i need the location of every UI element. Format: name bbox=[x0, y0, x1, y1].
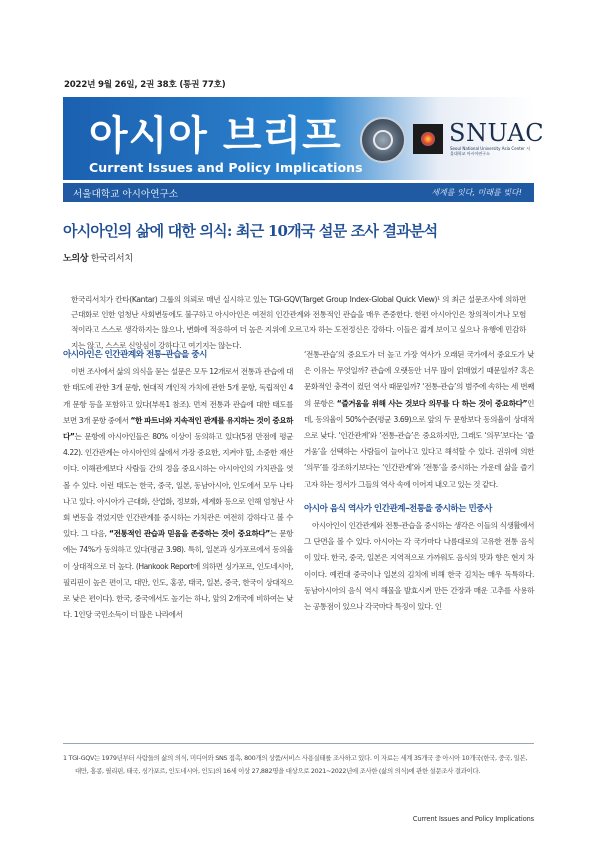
left-column bbox=[63, 347, 293, 623]
snuac-logo-subtext: Seoul National University Asia Center 서울대학교 아시아연구소 bbox=[450, 146, 531, 156]
header-banner bbox=[63, 97, 545, 180]
footnote: 1 TGI-GQV는 1979년부터 사람들의 삶의 의식, 미디어와 SNS 접촉, 800개의 상품/서비스 사용실태를 조사하고 있다. 이 자료는 세계 35개국 중 아시아 10개국(한국, 중국, 일본, 대만, 홍콩, 필리핀, 태국, 싱가포르, 인도네시아, 인도)의 16세 이상 27,882명을 대상으로 2021~2022년에 조사한 (삶의 의식)에 관한 설문조사 결과이다. bbox=[63, 754, 528, 775]
article-abstract: 한국리서치가 칸타(Kantar) 그룹의 의뢰로 매년 실시하고 있는 TGI-GQV(Target Group Index-Global Quick View)¹ 의 최근 설문조사에 의하면 근대화로 인한 엄청난 사회변동에도 불구하고 아시아인은 여전히 인간관계와 전통적인 관습을 매우 존중한다. 한편 아시아인은 창의적이거나 모험적이라고 스스로 생각하지는 않으나, 변화에 적응하여 더 높은 지위에 오르고자 하는 도전정신은 강하다. 이들은 젊게 보이고 싶으나 유행에 민감하지는 않고, 스스로 신앙심이 강하다고 여기지는 않는다. bbox=[71, 295, 526, 350]
article-author bbox=[63, 251, 133, 264]
article-title: 아시아인의 삶에 대한 의식: 최근 10개국 설문 조사 결과분석 bbox=[63, 222, 438, 240]
publication-subtitle: Current Issues and Policy Implications bbox=[89, 160, 363, 175]
right-column bbox=[304, 347, 534, 615]
body-paragraph: 이번 조사에서 삶의 의식을 묻는 설문은 모두 12개로서 전통과 관습에 대한 태도에 관한 3개 문항, 현대적 개인적 가치에 관한 5개 문항, 독립적인 4개 문항 등을 포함하고 있다(부록1 참조). 먼저 전통과 관습에 대한 태도를 보면 3개 문항 중에서 “한 파트너와 지속적인 관계를 유지하는 것이 중요하다”는 문항에 아시아인들은 80% 이상이 동의하고 있다(5점 만점에 평균 4.22). 인간관계는 아시아인의 삶에서 가장 중요한, 지켜야 할, 소중한 재산이다. 이해관계보다 사람들 간의 정을 중요시하는 아시아인의 가치관을 엿볼 수 있다. 이런 태도는 한국, 중국, 일본, 동남아시아, 인도에서 모두 나타나고 있다. 아시아가 근대화, 산업화, 정보화, 세계화 등으로 인해 엄청난 사회 변동을 겪었지만 인간관계를 중시하는 가치관은 여전히 강하다고 볼 수 있다. 그 다음, “전통적인 관습과 믿음을 존중하는 것이 중요하다”는 문항에는 74%가 동의하고 있다(평균 3.98). 특히, 일본과 싱가포르에서 동의율이 상대적으로 더 높다. (Hankook Report에 의하면 싱가포르, 인도네시아, 필리핀이 높은 편이고, 대만, 인도, 홍콩, 태국, 일본, 중국, 한국이 상대적으로 낮은 편이다). 한국, 중국에서도 높기는 하나, 앞의 2개국에 비하여는 낮다. 1인당 국민소득이 더 많은 나라에서 bbox=[63, 367, 294, 620]
snuac-logo-icon bbox=[413, 124, 443, 154]
section-heading: 아시아인은 인간관계와 전통–관습을 중시 bbox=[63, 350, 207, 360]
snuac-logo-text: SNUAC bbox=[449, 119, 545, 147]
section-heading: 아시아 음식 역사가 인간관계–전통을 중시하는 민중사 bbox=[304, 503, 492, 514]
author-affiliation: 한국리서치 bbox=[90, 254, 133, 264]
author-name: 노의상 bbox=[63, 254, 89, 264]
publication-title: 아시아 브리프 bbox=[89, 113, 342, 159]
footnote-divider bbox=[63, 743, 534, 744]
issue-date-line: 2022년 9월 26일, 2권 38호 (통권 77호) bbox=[64, 80, 226, 90]
institute-name: 서울대학교 아시아연구소 bbox=[73, 189, 178, 200]
body-paragraph: ‘전통-관습’의 중요도가 더 높고 가장 역사가 오래된 국가에서 중요도가 낮은 이유는 무엇일까? 관습에 오랫동안 너무 많이 얽매였기 때문일까? 혹은 문화적인 충격이 컸던 역사 때문일까? ‘전통-관습’의 범주에 속하는 세 번째의 문항은 “즐거움을 위해 사는 것보다 의무를 다 하는 것이 중요하다”인데, 동의율이 50%수준(평균 3.69)으로 앞의 두 문항보다 동의율이 상대적으로 낮다. ‘인간관계’와 ‘전통-관습’은 중요하지만, 그래도 ‘의무’보다는 ‘즐거움’을 선택하는 사람들이 늘어나고 있다고 해석할 수 있다. 권위에 의한 ‘의무’를 강조하기보다는 ‘인간관계’와 ‘전통’을 중시하는 가운데 삶을 즐기고자 하는 정서가 그들의 역사 속에 이어져 내오고 있는 것 같다. bbox=[304, 350, 534, 489]
body-paragraph: 아시아인이 인간관계와 전통-관습을 중시하는 생각은 이들의 식생활에서 그 단면을 볼 수 있다. 아시아는 각 국가마다 나름대로의 고유한 전통 음식이 있다. 한국, 중국, 일본은 지역적으로 가까워도 음식의 맛과 향은 현지 차이이다. 예컨대 중국이나 일본의 김치에 비해 한국 김치는 매우 독특하다. 동남아시아의 음식 역시 해물을 발효시켜 만든 간장과 매운 고추를 사용하는 공통점이 있으나 각국마다 특징이 있다. 인 bbox=[304, 521, 534, 612]
institute-slogan: 세계를 잇다, 미래를 빚다! bbox=[431, 188, 522, 197]
university-seal-icon bbox=[360, 117, 406, 163]
institute-bar bbox=[63, 183, 534, 202]
page-footer: Current Issues and Policy Implications bbox=[412, 815, 534, 823]
